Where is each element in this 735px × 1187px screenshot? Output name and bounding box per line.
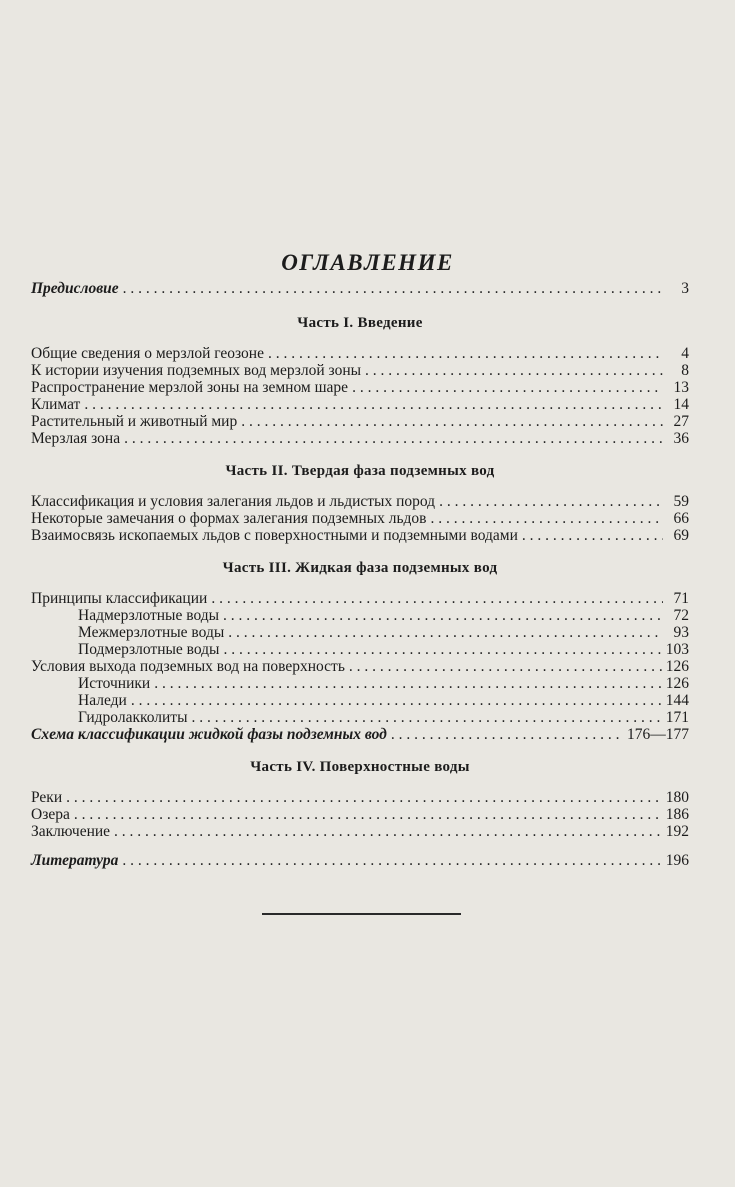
toc-row	[31, 675, 689, 692]
toc-label: Подмерзлотные воды	[78, 641, 220, 658]
toc-label: Реки	[31, 789, 63, 806]
dot-leader	[439, 493, 663, 510]
toc-row	[31, 624, 689, 641]
toc-page-number: 72	[673, 607, 689, 624]
toc-label: Схема классификации жидкой фазы подземных вод	[31, 726, 387, 743]
toc-page-number: 186	[665, 806, 689, 823]
toc-row	[31, 823, 689, 840]
toc-row	[31, 806, 689, 823]
toc-page-number: 71	[673, 590, 689, 607]
toc-row-literature	[31, 852, 689, 869]
dot-leader	[223, 607, 663, 624]
toc-page-number: 3	[681, 280, 689, 297]
toc-page-number: 144	[665, 692, 689, 709]
toc-page-number: 66	[673, 510, 689, 527]
toc-row	[31, 413, 689, 430]
part-heading: Часть II. Твердая фаза подземных вод	[225, 463, 495, 479]
dot-leader	[74, 806, 662, 823]
toc-page-number: 36	[673, 430, 689, 447]
toc-row	[31, 641, 689, 658]
dot-leader	[228, 624, 663, 641]
dot-leader	[122, 852, 661, 869]
toc-label: Климат	[31, 396, 81, 413]
toc-label: Общие сведения о мерзлой геозоне	[31, 345, 264, 362]
toc-row	[31, 658, 689, 675]
toc-page-number: 13	[673, 379, 689, 396]
toc-label: К истории изучения подземных вод мерзлой зоны	[31, 362, 362, 379]
toc-row	[31, 430, 689, 447]
part-heading: Часть IV. Поверхностные воды	[250, 759, 470, 775]
part-heading: Часть I. Введение	[297, 315, 423, 331]
toc-row	[31, 493, 689, 510]
divider-rule	[262, 913, 461, 915]
toc-label: Наледи	[78, 692, 127, 709]
toc-label: Источники	[78, 675, 151, 692]
dot-leader	[522, 527, 663, 544]
dot-leader	[241, 413, 663, 430]
toc-row-preface	[31, 280, 689, 297]
dot-leader	[66, 789, 662, 806]
toc-label: Литература	[31, 852, 119, 869]
toc-row	[31, 709, 689, 726]
page-title: ОГЛАВЛЕНИЕ	[281, 250, 454, 275]
toc-page-number: 103	[665, 641, 689, 658]
toc-page-number: 4	[681, 345, 689, 362]
toc-page-number: 126	[665, 658, 689, 675]
dot-leader	[211, 590, 663, 607]
dot-leader	[365, 362, 663, 379]
toc-row	[31, 379, 689, 396]
table-of-contents	[31, 280, 689, 869]
toc-page-number: 196	[665, 852, 689, 869]
dot-leader	[114, 823, 662, 840]
dot-leader	[124, 430, 663, 447]
toc-row	[31, 607, 689, 624]
toc-page-number: 8	[681, 362, 689, 379]
toc-label: Некоторые замечания о формах залегания подземных льдов	[31, 510, 427, 527]
dot-leader	[131, 692, 662, 709]
toc-page-number: 126	[665, 675, 689, 692]
dot-leader	[268, 345, 663, 362]
dot-leader	[349, 658, 662, 675]
toc-label: Принципы классификации	[31, 590, 208, 607]
toc-page-number: 14	[673, 396, 689, 413]
toc-label: Распространение мерзлой зоны на земном шаре	[31, 379, 349, 396]
toc-label: Растительный и животный мир	[31, 413, 238, 430]
toc-page-number: 180	[665, 789, 689, 806]
dot-leader	[430, 510, 663, 527]
toc-label: Гидролакколиты	[78, 709, 188, 726]
dot-leader	[391, 726, 623, 743]
toc-page-number: 192	[665, 823, 689, 840]
toc-label: Взаимосвязь ископаемых льдов с поверхностными и подземными водами	[31, 527, 518, 544]
toc-label: Межмерзлотные воды	[78, 624, 225, 641]
dot-leader	[352, 379, 663, 396]
dot-leader	[123, 280, 663, 297]
toc-page-number: 59	[673, 493, 689, 510]
toc-label: Условия выхода подземных вод на поверхность	[31, 658, 345, 675]
toc-page-number: 27	[673, 413, 689, 430]
dot-leader	[223, 641, 661, 658]
toc-page-number: 93	[673, 624, 689, 641]
toc-row	[31, 510, 689, 527]
toc-row	[31, 789, 689, 806]
toc-label: Озера	[31, 806, 70, 823]
toc-page-number: 69	[673, 527, 689, 544]
toc-label: Мерзлая зона	[31, 430, 121, 447]
part-heading: Часть III. Жидкая фаза подземных вод	[222, 560, 498, 576]
toc-label: Заключение	[31, 823, 111, 840]
toc-row	[31, 726, 689, 743]
dot-leader	[84, 396, 663, 413]
dot-leader	[192, 709, 662, 726]
toc-label: Предисловие	[31, 280, 119, 297]
toc-row	[31, 396, 689, 413]
toc-row	[31, 527, 689, 544]
toc-page-number: 176—177	[627, 726, 689, 743]
toc-row	[31, 692, 689, 709]
toc-row	[31, 590, 689, 607]
dot-leader	[154, 675, 662, 692]
toc-row	[31, 345, 689, 362]
toc-label: Надмерзлотные воды	[78, 607, 220, 624]
toc-page-number: 171	[665, 709, 689, 726]
toc-row	[31, 362, 689, 379]
toc-label: Классификация и условия залегания льдов и льдистых пород	[31, 493, 436, 510]
